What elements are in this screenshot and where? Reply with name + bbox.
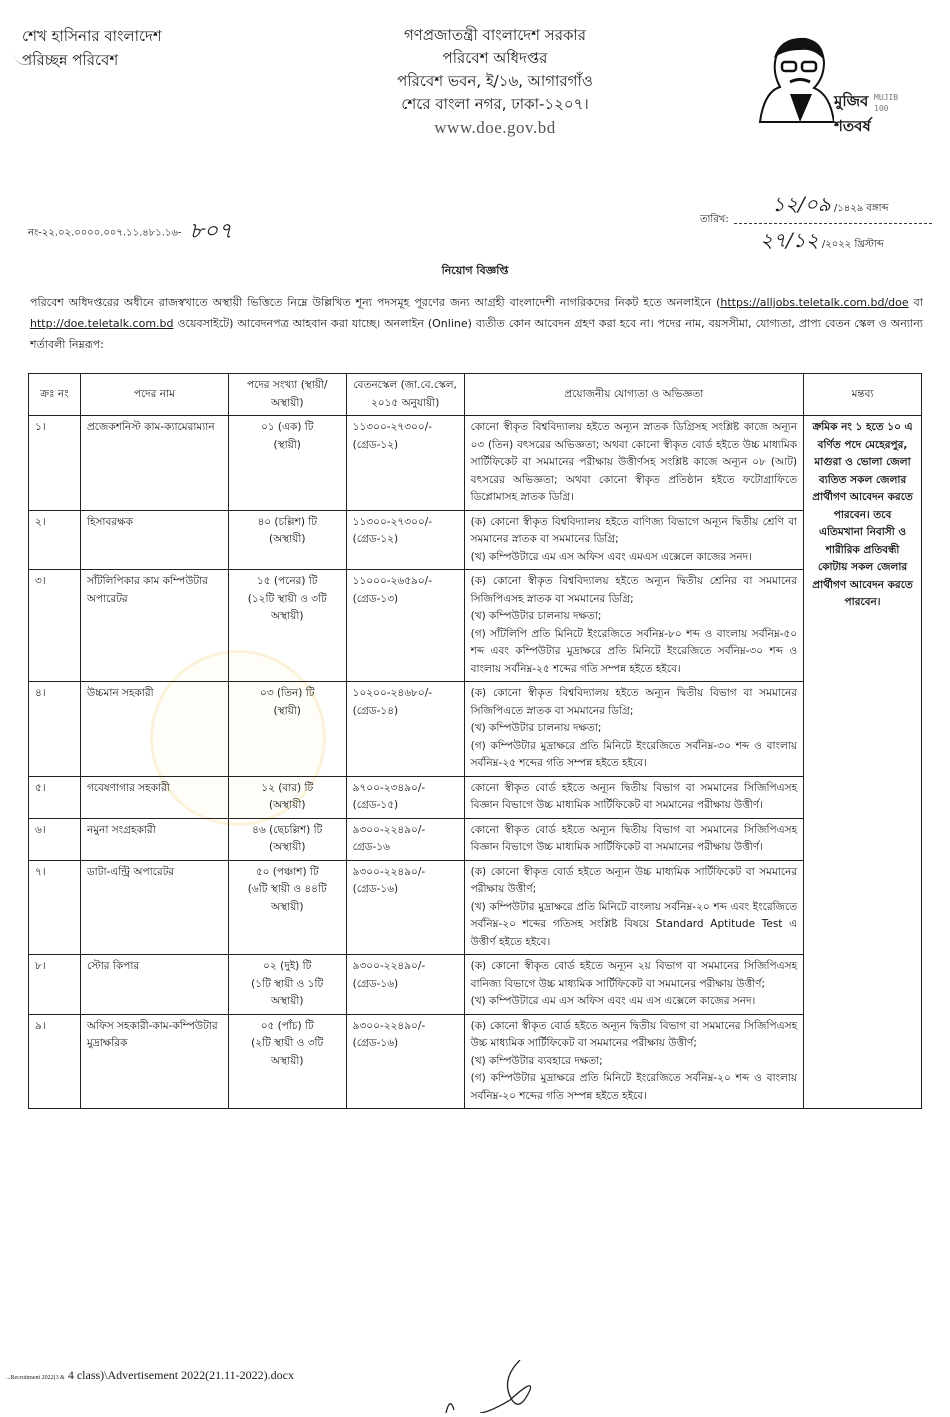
table-row (29, 510, 922, 570)
header-qualification: প্রয়োজনীয় যোগ্যতা ও অভিজ্ঞতা (464, 374, 803, 416)
intro-paragraph (30, 292, 923, 355)
post-name-cell (80, 776, 228, 818)
gregorian-year: /২০২২ খ্রিস্টাব্দ (821, 239, 884, 250)
pay-scale-cell (346, 570, 464, 682)
post-count: ৫০ (পঞ্চাশ) টি (255, 865, 319, 878)
slogan-line-1: শেখ হাসিনার বাংলাদেশ (22, 27, 162, 45)
post-name-cell (80, 682, 228, 777)
serial-cell (29, 570, 81, 682)
post-name-cell (80, 860, 228, 955)
post-name: প্রজেকশনিস্ট কাম-ক্যামেরাম্যান (86, 421, 215, 433)
pay-scale: ১১৩০০-২৭৩০০/- (352, 515, 433, 528)
pay-scale-cell (346, 818, 464, 860)
pay-scale: ১১০০০-২৬৫৯০/- (352, 575, 433, 587)
address-line-2: শেরে বাংলা নগর, ঢাকা-১২০৭। (401, 95, 589, 113)
qualification-item: (ক) কোনো স্বীকৃত বিশ্ববিদ্যালয় হইতে অন্যূন দ্বিতীয় শ্রেনির বা সমমানের সিজিপিএসহ স্নাতক বা সমমানের ডিগ্রি; (470, 575, 798, 605)
logo-badge: MUJIB 100 (874, 93, 899, 113)
post-count: ১৫ (পনের) টি (256, 575, 318, 587)
post-name-cell (80, 1014, 228, 1109)
serial-number: ৬। (35, 823, 46, 836)
qualification-item: (ক) কোনো স্বীকৃত বিশ্ববিদ্যালয় হইতে অন্যূন দ্বিতীয় বিভাগ বা সমমানের সিজিপিএতে স্নাতক বা সমমানের ডিগ্রি; (470, 687, 798, 717)
serial-cell (29, 818, 81, 860)
qualification-item: (ক) কোনো স্বীকৃত বোর্ড হইতে অন্যূন দ্বিতীয় বিভাগ বা সমমানের সিজিপিএসহ উচ্চ মাধ্যমিক সার্টিফিকেট বা সমমানের পরীক্ষায় উত্তীর্ণ; (470, 1019, 798, 1049)
qualification-item: কোনো স্বীকৃত বিশ্ববিদ্যালয় হইতে অন্যূন স্নাতক ডিগ্রিসহ সংশ্লিষ্ট কাজে অন্যূন ০৩ (তিন) বৎসরের অভিজ্ঞতা; অথবা কোনো স্বীকৃত বোর্ড হইতে উচ্চ মাধ্যমিক সার্টিফিকেট বা সমমানের পরীক্ষায় উত্তীর্ণসহ সংশ্লিষ্ট কাজে অন্যূন ০৮ (আট) বৎসরের অভিজ্ঞতা; অথবা কোনো স্বীকৃত প্রতিষ্ঠান হইতে ফটোগ্রাফিতে ডিপ্লোমাসহ স্নাতক ডিগ্রি। (470, 421, 798, 503)
post-name: গবেষণাগার সহকারী (86, 781, 170, 794)
logo-text: মুজিব শতবর্ষ (834, 92, 871, 135)
table-row (29, 955, 922, 1015)
serial-number: ২। (35, 515, 46, 528)
post-count: ১২ (বার) টি (261, 781, 314, 794)
header-post-name: পদের নাম (80, 374, 228, 416)
pay-scale-cell (346, 510, 464, 570)
qualification-item: (ক) কোনো স্বীকৃত বোর্ড হইতে অন্যূন ২য় বিভাগ বা সমমানের সিজিপিএসহ বানিজ্য বিভাগে উচ্চ মাধ্যমিক সার্টিফিকেট বা সমমানের পরীক্ষায় উত্তীর্ণ; (470, 960, 798, 990)
qualification-cell (464, 955, 803, 1015)
table-header-row (29, 374, 922, 416)
pay-scale: ১০২০০-২৪৬৮০/- (352, 687, 433, 699)
serial-number: ৩। (35, 575, 46, 587)
qualification-item: (ক) কোনো স্বীকৃত বিশ্ববিদ্যালয় হইতে বাণিজ্য বিভাগে অন্যূন দ্বিতীয় শ্রেণি বা সমমানের স্নাতক বা সমমানের ডিগ্রি; (470, 515, 798, 545)
post-type: (অস্থায়ী) (268, 799, 306, 811)
address-line-1: পরিবেশ ভবন, ই/১৬, আগারগাঁও (397, 72, 593, 90)
file-path: 4 class)\Advertisement 2022(21.11-2022).docx (64, 1368, 294, 1382)
slogan-line-2: পরিচ্ছন্ন পরিবেশ (22, 51, 119, 69)
post-count-cell (228, 955, 346, 1015)
qualification-item: (ক) কোনো স্বীকৃত বোর্ড হইতে অন্যূন উচ্চ মাধ্যমিক সার্টিফিকেট বা সমমানের পরীক্ষায় উত্তীর্ণ; (470, 865, 798, 895)
serial-number: ৮। (35, 960, 46, 972)
header-serial: ক্রঃ নং (29, 374, 81, 416)
qualification-item: (খ) কম্পিউটার ব্যবহারে দক্ষতা; (470, 1054, 603, 1067)
qualification-cell (464, 416, 803, 511)
post-count: ০২ (দুই) টি (263, 960, 312, 972)
table-row (29, 1014, 922, 1109)
qualification-cell (464, 570, 803, 682)
file-path-prefix: ...Recruitment 2022(3 & (6, 1375, 65, 1381)
post-count: ৪৬ (ছেচল্লিশ) টি (252, 823, 323, 836)
post-name: অফিস সহকারী-কাম-কম্পিউটার মুদ্রাক্ষরিক (86, 1019, 218, 1049)
serial-number: ৫। (35, 781, 46, 794)
post-count: ০১ (এক) টি (260, 421, 314, 433)
table-row (29, 860, 922, 955)
grade: (গ্রেড-১৫) (352, 799, 399, 811)
letterhead (330, 24, 660, 139)
pay-scale: ৯৭০০-২৩৪৯০/- (352, 781, 426, 794)
serial-cell (29, 416, 81, 511)
qualification-cell (464, 776, 803, 818)
pay-scale-cell (346, 776, 464, 818)
mujib-100-logo (750, 32, 900, 135)
table-body (29, 416, 922, 1109)
table-row (29, 416, 922, 511)
table-row (29, 682, 922, 777)
post-count-cell (228, 776, 346, 818)
remarks-cell (804, 416, 922, 1109)
pay-scale-cell (346, 416, 464, 511)
department-name: পরিবেশ অধিদপ্তর (442, 49, 548, 67)
post-type: (১২টি স্থায়ী ও ৩টি অস্থায়ী) (247, 592, 327, 622)
post-type: (স্থায়ী) (273, 704, 301, 717)
date-divider (734, 223, 932, 224)
post-count-cell (228, 416, 346, 511)
post-name-cell (80, 955, 228, 1015)
qualification-cell (464, 818, 803, 860)
post-name-cell (80, 510, 228, 570)
grade: (গ্রেড-১৬) (352, 883, 399, 895)
serial-number: ১। (35, 421, 46, 433)
bangla-year: /১৪২৯ বঙ্গাব্দ (833, 203, 889, 214)
serial-number: ৯। (35, 1019, 46, 1032)
grade: (গ্রেড-১৬) (352, 1037, 399, 1049)
header-pay-scale: বেতনস্কেল (জা.বে.স্কেল, ২০১৫ অনুযায়ী) (346, 374, 464, 416)
post-count: ৪০ (চল্লিশ) টি (257, 515, 318, 528)
pay-scale-cell (346, 1014, 464, 1109)
intro-text-3: ওয়েবসাইটে) আবেদনপত্র আহবান করা যাচ্ছে। অনলাইন (Online) ব্যতীত কোন আবেদন গ্রহণ করা হবে না। পদের নাম, বয়সসীমা, যোগ্যতা, প্রাপ্য বেতন স্কেল ও অন্যান্য শর্তাবলী নিম্নরূপ: (30, 317, 923, 351)
header-remarks: মন্তব্য (804, 374, 922, 416)
post-count-cell (228, 510, 346, 570)
slogan (22, 24, 162, 72)
qualification-item: (গ) কম্পিউটার মুদ্রাক্ষরে প্রতি মিনিটে ইংরেজিতে সর্বনিম্ন-৩০ শব্দ ও বাংলায় সর্বনিম্ন-২৫ শব্দের গতি সম্পন্ন হইতে হইবে। (470, 739, 798, 769)
post-count-cell (228, 682, 346, 777)
qualification-cell (464, 682, 803, 777)
govt-name: গণপ্রজাতন্ত্রী বাংলাদেশ সরকার (403, 26, 587, 44)
post-type: (অস্থায়ী) (268, 533, 306, 545)
serial-cell (29, 510, 81, 570)
pay-scale: ১১৩০০-২৭৩০০/- (352, 421, 433, 433)
notice-title: নিয়োগ বিজ্ঞপ্তি (441, 264, 509, 277)
post-count-cell (228, 1014, 346, 1109)
qualification-item: (খ) কম্পিউটার চালনায় দক্ষতা; (470, 610, 602, 622)
memo-number (28, 214, 232, 251)
table-row (29, 818, 922, 860)
post-name-cell (80, 416, 228, 511)
pay-scale: ৯৩০০-২২৪৯০/- (352, 960, 426, 972)
qualification-item: (গ) কম্পিউটার মুদ্রাক্ষরে প্রতি মিনিটে ইংরেজিতে সর্বনিম্ন-২০ শব্দ ও বাংলায় সর্বনিম্ন-২০ শব্দের গতি সম্পন্ন হইতে হইবে। (470, 1072, 798, 1102)
intro-text-1: পরিবেশ অধিদপ্তরের অধীনে রাজস্বখাতে অস্থায়ী ভিত্তিতে নিম্নে উল্লিখিত শূন্য পদসমূহ পূরণের জন্য আগ্রহী বাংলাদেশী নাগরিকদের নিকট হতে অনলাইনে ( (30, 296, 721, 309)
qualification-item: (খ) কম্পিউটারে এম এস অফিস এবং এম এস এক্সেলে কাজের সনদ। (470, 995, 756, 1007)
grade: (গ্রেড-১৬) (352, 977, 399, 990)
serial-cell (29, 682, 81, 777)
serial-cell (29, 860, 81, 955)
grade: (গ্রেড-১৪) (352, 704, 399, 717)
qualification-item: (খ) কম্পিউটারে এম এস অফিস এবং এমএস এক্সেলে কাজের সনদ। (470, 550, 752, 563)
pay-scale: ৯৩০০-২২৪৯০/- (352, 1019, 426, 1032)
serial-number: ৪। (35, 687, 46, 699)
memo-number-text: নং-২২.০২.০০০০.০০৭.১১.৪৮১.১৬- (28, 227, 182, 239)
post-name: সাঁটলিপিকার কাম কম্পিউটার অপারেটর (86, 575, 208, 605)
date-label: তারিখ: (700, 214, 729, 225)
qualification-cell (464, 510, 803, 570)
post-count-cell (228, 818, 346, 860)
serial-number: ৭। (35, 865, 46, 878)
table-row (29, 570, 922, 682)
remarks-text: ক্রমিক নং ১ হতে ১০ এ বর্ণিত পদে মেহেরপুর, মাগুরা ও ভোলা জেলা ব্যতিত সকল জেলার প্রার্থীগণ আবেদন করতে পারবেন। তবে এতিমখানা নিবাসী ও শারীরিক প্রতিবন্ধী কোটায় সকল জেলার প্রার্থীগণ আবেদন করতে পারবেন। (812, 421, 913, 608)
bangla-date-handwritten: ১২/০৯ (772, 192, 831, 216)
post-type: (অস্থায়ী) (268, 841, 306, 853)
website: www.doe.gov.bd (434, 118, 556, 137)
serial-cell (29, 955, 81, 1015)
alljobs-link[interactable]: https://alljobs.teletalk.com.bd/doe (720, 296, 909, 309)
post-name: ডাটা-এন্ট্রি অপারেটর (86, 865, 175, 878)
pay-scale: ৯৩০০-২২৪৯০/- (352, 823, 426, 836)
qualification-cell (464, 1014, 803, 1109)
post-name: হিসাবরক্ষক (86, 515, 133, 528)
qualification-item: (খ) কম্পিউটার চালনায় দক্ষতা; (470, 722, 602, 734)
qualification-item: কোনো স্বীকৃত বোর্ড হইতে অন্যূন দ্বিতীয় বিভাগ বা সমমানের সিজিপিএসহ বিজ্ঞান বিভাগে উচ্চ মাধ্যমিক সার্টিফিকেট বা সমমানের পরীক্ষায় উত্তীর্ণ। (470, 781, 798, 811)
intro-text-2: বা (908, 296, 923, 309)
post-type: (১টি স্থায়ী ও ১টি অস্থায়ী) (251, 977, 324, 1007)
signature (440, 1360, 560, 1417)
gregorian-date-handwritten: ২৭/১২ (760, 228, 819, 252)
post-name: স্টোর কিপার (86, 960, 140, 972)
doe-teletalk-link[interactable]: http://doe.teletalk.com.bd (30, 317, 174, 330)
post-count-cell (228, 570, 346, 682)
pay-scale-cell (346, 860, 464, 955)
post-type: (স্থায়ী) (273, 438, 301, 451)
vacancy-table (28, 373, 922, 1109)
serial-cell (29, 776, 81, 818)
post-count: ০৫ (পাঁচ) টি (260, 1019, 314, 1032)
qualification-item: (গ) সাঁটলিপি প্রতি মিনিটে ইংরেজিতে সর্বনিম্ন-৮০ শব্দ ও বাংলায় সর্বনিম্ন-৫০ শব্দ এবং কম্পিউটার মুদ্রাক্ষরে প্রতি মিনিটে ইংরেজিতে সর্বনিম্ন-৩০ শব্দ ও বাংলায় সর্বনিম্ন-২৫ শব্দের গতি সম্পন্ন হইতে হইবে। (470, 627, 798, 675)
post-count: ০৩ (তিন) টি (260, 687, 315, 699)
pay-scale-cell (346, 955, 464, 1015)
post-count-cell (228, 860, 346, 955)
post-name: নমুনা সংগ্রহকারী (86, 823, 156, 836)
post-type: (২টি স্থায়ী ও ৩টি অস্থায়ী) (251, 1037, 324, 1067)
qualification-item: (খ) কম্পিউটার মুদ্রাক্ষরে প্রতি মিনিটে বাংলায় সর্বনিম্ন-২০ শব্দ এবং ইংরেজিতে সর্বনিম্ন-২০ শব্দের গতিসহ সংশ্লিষ্ট বিষয়ে Standard Aptitude Test এ উত্তীর্ণ হইতে হইবে। (470, 900, 798, 948)
post-name-cell (80, 818, 228, 860)
grade: (গ্রেড-১২) (352, 438, 399, 451)
table-row (29, 776, 922, 818)
post-type: (৬টি স্থায়ী ও ৪৪টি অস্থায়ী) (247, 883, 327, 913)
qualification-item: কোনো স্বীকৃত বোর্ড হইতে অন্যূন দ্বিতীয় বিভাগ বা সমমানের সিজিপিএসহ বিজ্ঞান বিভাগে উচ্চ মাধ্যমিক সার্টিফিকেট বা সমমানের পরীক্ষায় উত্তীর্ণ। (470, 823, 798, 853)
file-path-footer (6, 1368, 294, 1383)
qualification-cell (464, 860, 803, 955)
grade: (গ্রেড-১৩) (352, 592, 399, 605)
header-post-count: পদের সংখ্যা (স্থায়ী/অস্থায়ী) (228, 374, 346, 416)
post-name-cell (80, 570, 228, 682)
pay-scale: ৯৩০০-২২৪৯০/- (352, 865, 426, 878)
grade: গ্রেড-১৬ (352, 841, 390, 853)
serial-cell (29, 1014, 81, 1109)
grade: (গ্রেড-১২) (352, 533, 399, 545)
date-block (700, 190, 940, 252)
memo-handwritten-number: ৮০৭ (189, 219, 233, 244)
post-name: উচ্চমান সহকারী (86, 687, 154, 699)
pay-scale-cell (346, 682, 464, 777)
